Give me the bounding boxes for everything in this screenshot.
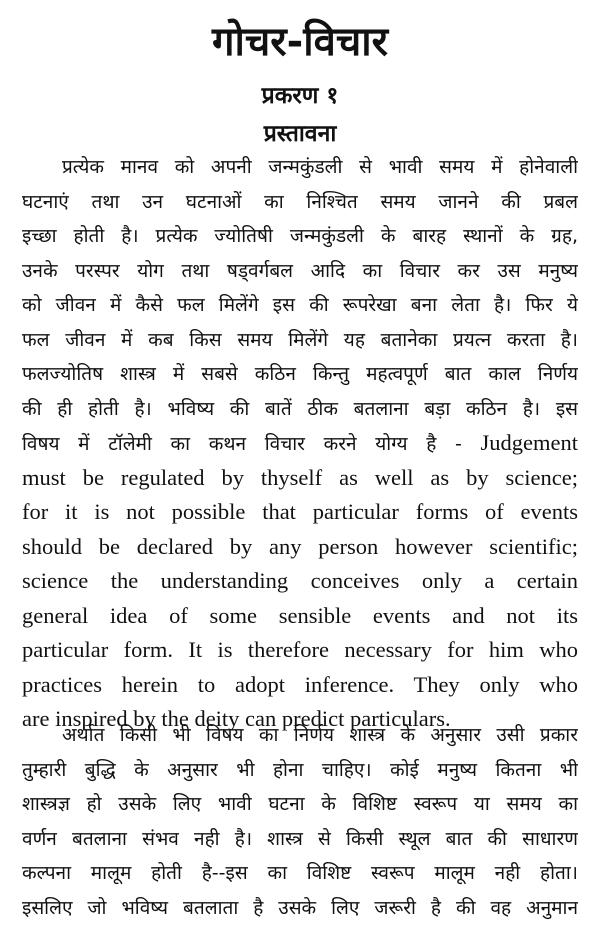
page-title: गोचर-विचार [212,19,388,65]
section-heading: प्रस्तावना [263,121,337,147]
text-line: इसलिए जो भविष्य बतलाता है उसके लिए जरूरी है की वह अनुमान [22,896,578,919]
text-line: की ही होती है। भविष्य की बातें ठीक बतलाना बड़ा कठिन है। इस [22,397,578,420]
text-line: उनके परस्पर योग तथा षड्वर्गबल आदि का विचार कर उस मनुष्य [22,259,578,282]
text-line: कल्पना मालूम होती है--इस का विशिष्ट स्वरूप मालूम नही होता। [22,862,578,884]
text-line-mixed [22,426,578,461]
text-line: इच्छा होती है। प्रत्येक ज्योतिषी जन्मकुंडली के बारह स्थानों के ग्रह, [22,225,578,247]
text-line: फल जीवन में कब किस समय मिलेंगे यह बतानेका प्रयत्न करता है। [22,328,578,351]
text-line: तुम्हारी बुद्धि के अनुसार भी होना चाहिए। कोई मनुष्य कितना भी [22,758,578,781]
quote-line: are inspired by the deity can predict particulars. [22,706,451,731]
text-line: शास्त्रज्ञ हो उसके लिए भावी घटना के विशिष्ट स्वरूप या समय का [22,793,578,815]
text-line: वर्णन बतलाना संभव नही है। शास्त्र से किसी स्थूल बात की साधारण [22,827,578,850]
quote-line: for it is not possible that particular forms of events [22,499,578,524]
quote-line: particular form. It is therefore necessary for him who [22,637,578,662]
paragraph-explanation [22,718,578,925]
quote-line: general idea of some sensible events and not its [22,602,578,628]
text-line: घटनाएं तथा उन घटनाओं का निश्चित समय जानने की प्रबल [22,190,578,213]
quote-line: should be declared by any person however scientific; [22,533,578,559]
quote-line: must be regulated by thyself as well as by science; [22,464,578,490]
quote-start-text: Judgement [480,430,578,455]
chapter-heading: प्रकरण १ [261,83,339,109]
text-line: प्रत्येक मानव को अपनी जन्मकुंडली से भावी समय में होनेवाली [62,156,578,178]
ptolemy-intro-text: विषय में टॉलेमी का कथन विचार करने योग्य है - [22,433,481,455]
quote-line: science the understanding conceives only a certain [22,568,578,593]
quote-line: practices herein to adopt inference. They only who [22,671,578,697]
text-line: फलज्योतिष शास्त्र में सबसे कठिन किन्तु महत्वपूर्ण बात काल निर्णय [22,363,578,385]
paragraph-introduction [22,150,578,737]
text-line: को जीवन में कैसे फल मिलेंगे इस की रूपरेखा बना लेता है। फिर ये [22,294,578,316]
text-line: अर्थात किसी भी विषय का निर्णय शास्त्र के अनुसार उसी प्रकार [62,724,578,746]
